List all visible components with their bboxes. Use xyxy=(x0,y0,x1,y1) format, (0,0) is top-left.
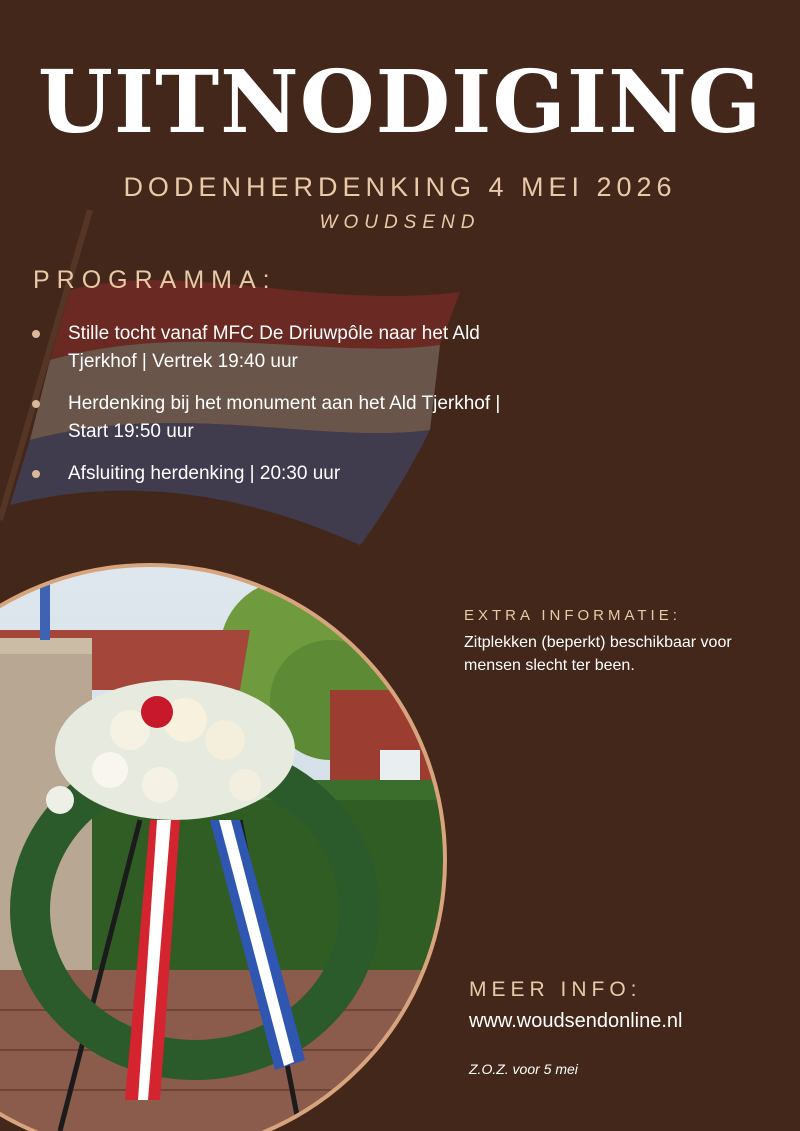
event-subtitle: DODENHERDENKING 4 MEI 2026 xyxy=(123,172,677,202)
bullet-icon xyxy=(32,400,40,408)
programma-item-text: Afsluiting herdenking | 20:30 uur xyxy=(68,463,341,484)
extra-info-heading: EXTRA INFORMATIE: xyxy=(464,607,681,624)
programma-item xyxy=(30,460,510,488)
bullet-icon xyxy=(32,330,40,338)
programma-heading: PROGRAMMA: xyxy=(33,266,277,294)
website-link[interactable]: www.woudsendonline.nl xyxy=(469,1010,683,1032)
programma-item-text: Herdenking bij het monument aan het Ald Tjerkhof | Start 19:50 uur xyxy=(68,393,501,442)
bullet-icon xyxy=(32,470,40,478)
programma-list xyxy=(30,320,510,502)
meer-info-heading: MEER INFO: xyxy=(469,978,642,1001)
event-location: WOUDSEND xyxy=(319,212,481,233)
programma-item xyxy=(30,390,510,446)
page-title: UITNODIGING xyxy=(37,52,763,153)
programma-item-text: Stille tocht vanaf MFC De Driuwpôle naar het Ald Tjerkhof | Vertrek 19:40 uur xyxy=(68,323,480,372)
zoz-note: Z.O.Z. voor 5 mei xyxy=(469,1061,578,1077)
programma-item xyxy=(30,320,510,376)
wreath-photo xyxy=(0,560,460,1131)
extra-info-text: Zitplekken (beperkt) beschikbaar voor mensen slecht ter been. xyxy=(464,634,732,674)
